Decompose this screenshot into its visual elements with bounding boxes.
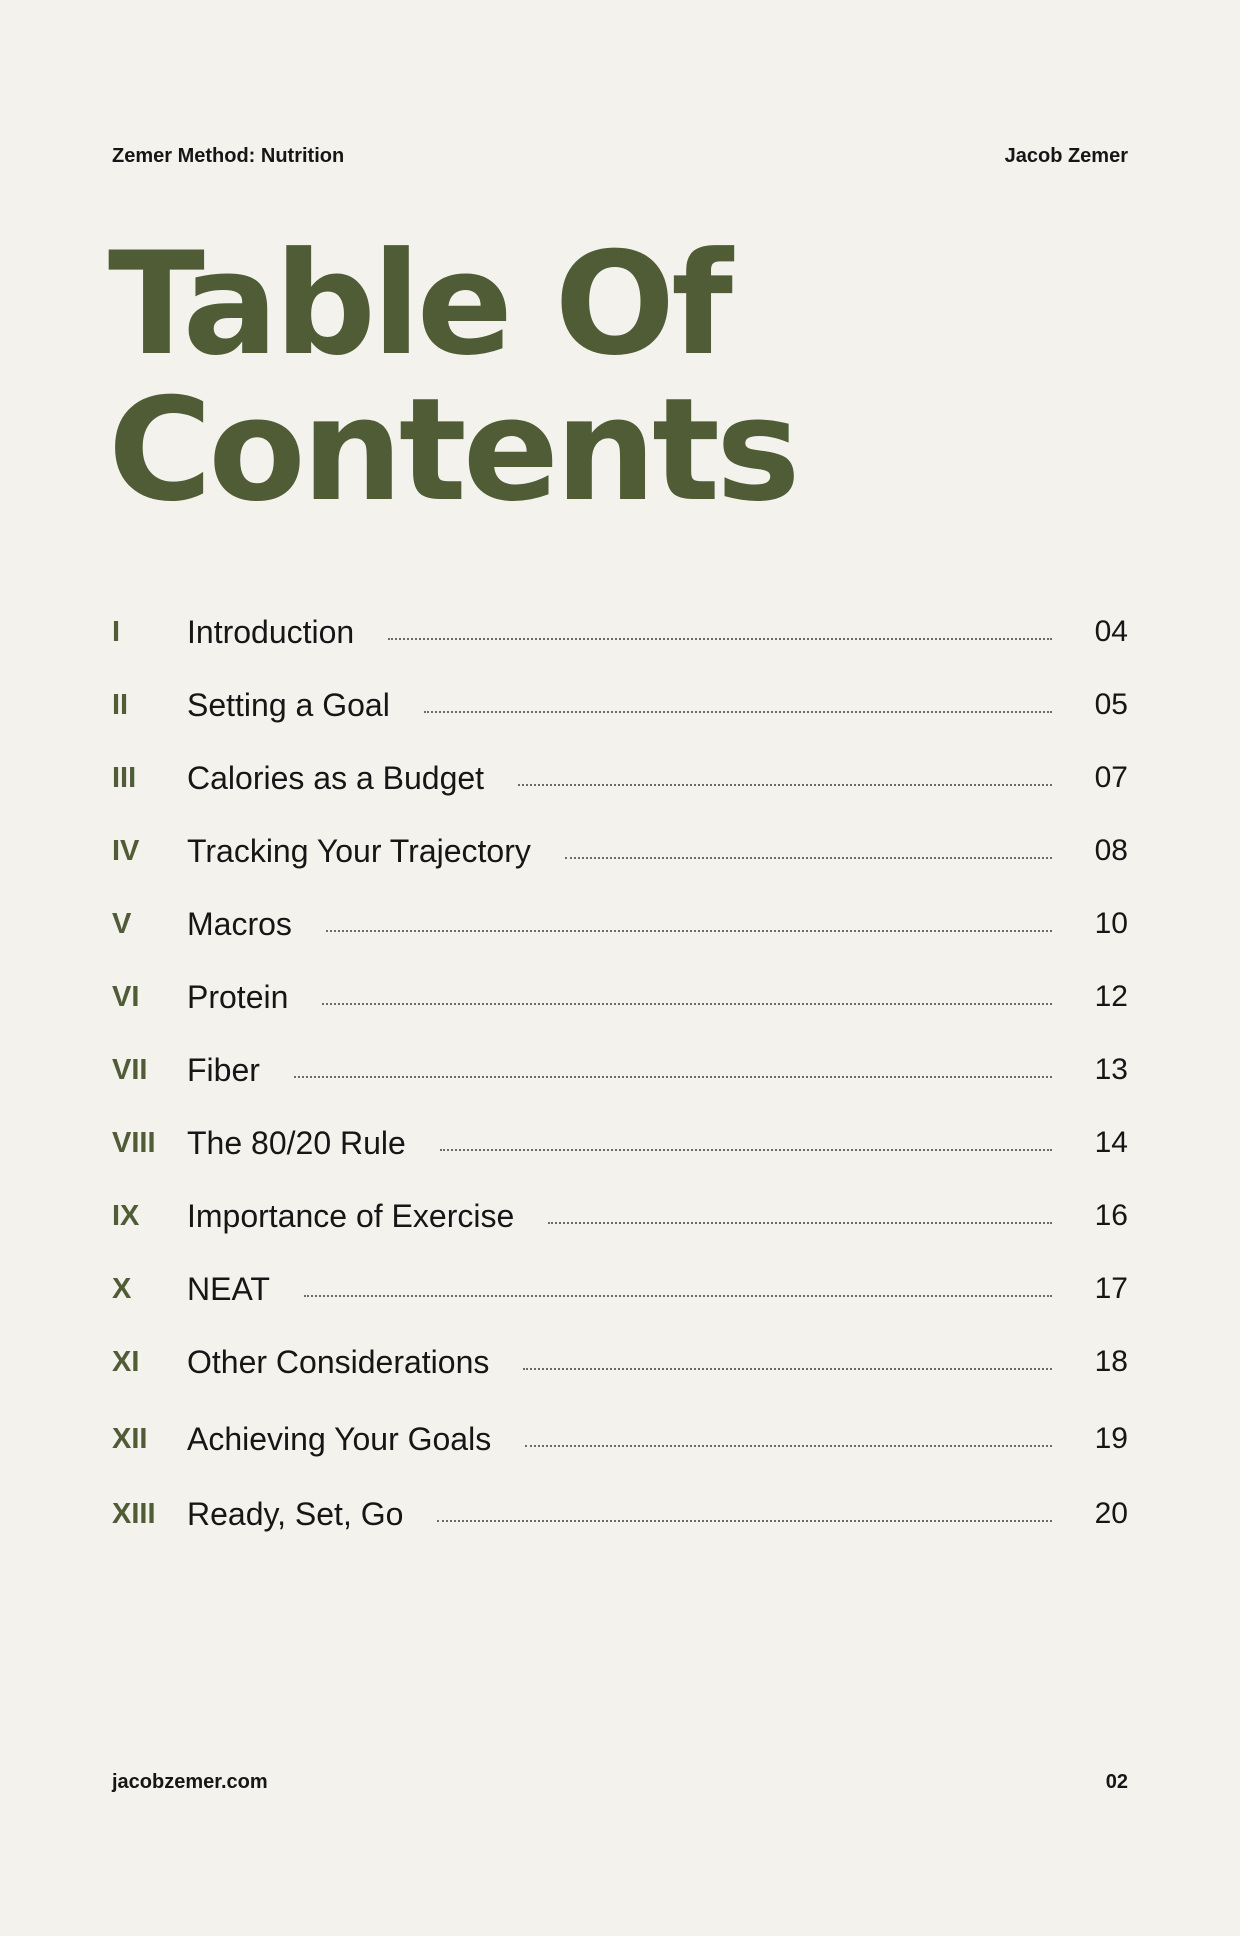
toc-page-number: 05 — [1094, 688, 1128, 721]
toc-label: Importance of Exercise — [187, 1197, 515, 1234]
toc-numeral: XIII — [112, 1497, 156, 1530]
toc-page-number: 12 — [1094, 980, 1128, 1013]
dotted-leader — [322, 1003, 1052, 1005]
toc-numeral: XII — [112, 1422, 148, 1455]
toc-row[interactable] — [112, 1193, 1128, 1239]
dotted-leader — [388, 638, 1052, 640]
toc-page-number: 18 — [1094, 1345, 1128, 1378]
dotted-leader — [326, 930, 1052, 932]
page-title-line-2: Contents — [108, 368, 797, 533]
toc-label: The 80/20 Rule — [187, 1124, 406, 1161]
toc-label: NEAT — [187, 1270, 270, 1307]
toc-numeral: VI — [112, 980, 140, 1013]
toc-numeral: X — [112, 1272, 132, 1305]
toc-page-number: 07 — [1094, 761, 1128, 794]
toc-label: Macros — [187, 905, 292, 942]
toc-page-number: 04 — [1094, 615, 1128, 648]
dotted-leader — [548, 1222, 1052, 1224]
dotted-leader — [424, 711, 1052, 713]
toc-row[interactable] — [112, 682, 1128, 728]
dotted-leader — [518, 784, 1052, 786]
toc-label: Fiber — [187, 1051, 260, 1088]
dotted-leader — [440, 1149, 1052, 1151]
toc-row[interactable] — [112, 1266, 1128, 1312]
toc-numeral: II — [112, 688, 129, 721]
toc-row[interactable] — [112, 1047, 1128, 1093]
toc-numeral: XI — [112, 1345, 140, 1378]
table-of-contents — [112, 0, 1128, 1936]
toc-label: Protein — [187, 978, 289, 1015]
toc-page-number: 13 — [1094, 1053, 1128, 1086]
dotted-leader — [523, 1368, 1052, 1370]
toc-numeral: IV — [112, 834, 140, 867]
toc-page-number: 10 — [1094, 907, 1128, 940]
toc-page-number: 17 — [1094, 1272, 1128, 1305]
toc-label: Achieving Your Goals — [187, 1420, 492, 1457]
toc-row[interactable] — [112, 1339, 1128, 1385]
toc-label: Tracking Your Trajectory — [187, 832, 531, 869]
dotted-leader — [304, 1295, 1052, 1297]
toc-numeral: VIII — [112, 1126, 156, 1159]
toc-label: Ready, Set, Go — [187, 1495, 404, 1532]
toc-numeral: IX — [112, 1199, 140, 1232]
footer-page-number: 02 — [1105, 1771, 1128, 1793]
toc-label: Introduction — [187, 613, 355, 650]
toc-row[interactable] — [112, 901, 1128, 947]
toc-label: Calories as a Budget — [187, 759, 485, 796]
toc-row[interactable] — [112, 1120, 1128, 1166]
toc-page-number: 19 — [1094, 1422, 1128, 1455]
toc-numeral: V — [112, 907, 132, 940]
toc-row[interactable] — [112, 1491, 1128, 1537]
toc-numeral: VII — [112, 1053, 148, 1086]
header-author: Jacob Zemer — [1004, 145, 1128, 167]
toc-numeral: I — [112, 615, 121, 648]
toc-row[interactable] — [112, 755, 1128, 801]
toc-label: Setting a Goal — [187, 686, 390, 723]
toc-row[interactable] — [112, 1416, 1128, 1462]
dotted-leader — [565, 857, 1052, 859]
dotted-leader — [294, 1076, 1052, 1078]
dotted-leader — [437, 1520, 1052, 1522]
header-book-title: Zemer Method: Nutrition — [112, 145, 345, 167]
page-title-line-1: Table Of — [108, 222, 729, 387]
toc-label: Other Considerations — [187, 1343, 490, 1380]
toc-page-number: 20 — [1094, 1497, 1128, 1530]
dotted-leader — [525, 1445, 1052, 1447]
toc-page-number: 16 — [1094, 1199, 1128, 1232]
toc-row[interactable] — [112, 609, 1128, 655]
footer-website-link[interactable]: jacobzemer.com — [112, 1771, 268, 1793]
toc-page-number: 08 — [1094, 834, 1128, 867]
toc-row[interactable] — [112, 974, 1128, 1020]
toc-row[interactable] — [112, 828, 1128, 874]
toc-numeral: III — [112, 761, 137, 794]
toc-page-number: 14 — [1094, 1126, 1128, 1159]
